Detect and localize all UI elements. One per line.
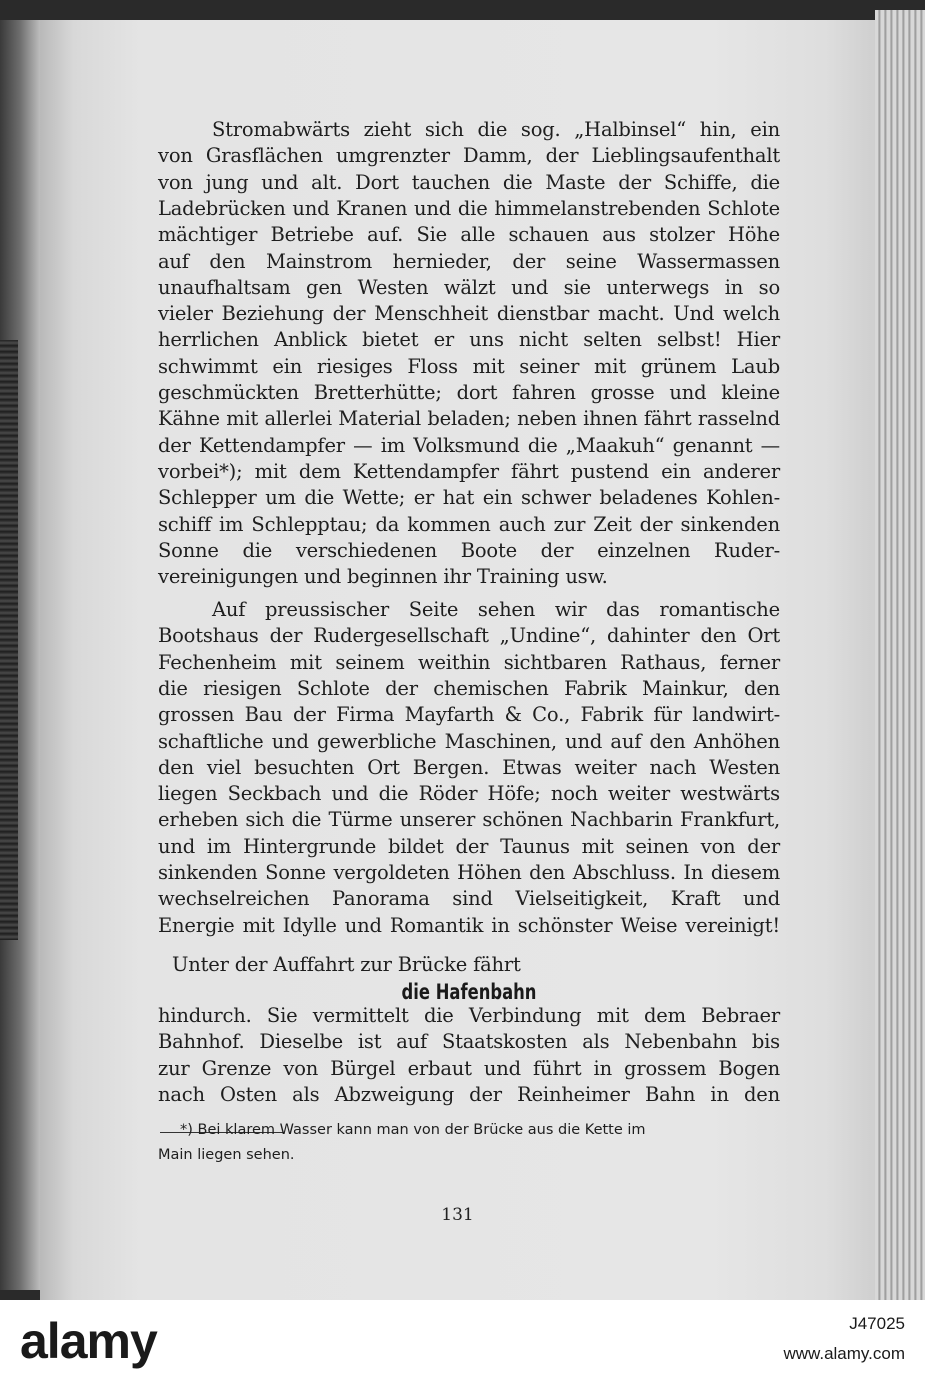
book-page (40, 20, 875, 1300)
text-line: schwimmt ein riesiges Floss mit seiner mit grünem Laub (158, 354, 780, 378)
text-line: liegen Seckbach und die Röder Höfe; noch weiter westwärts (158, 782, 780, 806)
text-line: schiff im Schlepptau; da kommen auch zur Zeit der sinkenden (158, 512, 780, 536)
page-number: 131 (441, 1205, 474, 1225)
footnote-line: Main liegen sehen. (158, 1147, 295, 1163)
text-line: von jung und alt. Dort tauchen die Maste der Schiffe, die (158, 170, 780, 194)
watermark-bar (0, 1300, 925, 1390)
text-line: Schlepper um die Wette; er hat ein schwer beladenes Kohlen- (158, 486, 780, 510)
intro-line: Unter der Auffahrt zur Brücke fährt (172, 953, 521, 976)
adjacent-page-edge (0, 340, 18, 940)
section-heading: die Hafenbahn (401, 980, 537, 1004)
text-line: herrlichen Anblick bietet er uns nicht selten selbst! Hier (158, 328, 780, 352)
text-line: den viel besuchten Ort Bergen. Etwas weiter nach Westen (158, 755, 780, 779)
text-line: Kähne mit allerlei Material beladen; neben ihnen fährt rasselnd (158, 407, 780, 431)
text-line: vieler Beziehung der Menschheit dienstbar macht. Und welch (158, 302, 780, 326)
text-line: geschmückten Bretterhütte; dort fahren grosse und kleine (158, 381, 780, 404)
text-line: vereinigungen und beginnen ihr Training usw. (158, 565, 608, 589)
footnote-line: *) Bei klarem Wasser kann man von der Brücke aus die Kette im (180, 1122, 646, 1138)
text-line: die riesigen Schlote der chemischen Fabrik Mainkur, den (158, 676, 780, 700)
text-line: schaftliche und gewerbliche Maschinen, und auf den Anhöhen (158, 729, 780, 753)
alamy-logo: alamy (20, 1313, 157, 1369)
text-line: von Grasflächen umgrenzter Damm, der Lieblingsaufenthalt (158, 144, 780, 168)
text-line: Auf preussischer Seite sehen wir das romantische (212, 598, 780, 621)
text-line: wechselreichen Panorama sind Vielseitigkeit, Kraft und (158, 887, 780, 911)
text-line: unaufhaltsam gen Westen wälzt und sie unterwegs in so (158, 275, 780, 299)
image-id: J47025 (849, 1314, 905, 1333)
text-line: zur Grenze von Bürgel erbaut und führt in grossem Bogen (158, 1056, 780, 1080)
text-line: Energie mit Idylle und Romantik in schönster Weise vereinigt! (158, 913, 780, 937)
text-line: grossen Bau der Firma Mayfarth & Co., Fabrik für landwirt- (158, 703, 780, 727)
text-line: Sonne die verschiedenen Boote der einzelnen Ruder- (158, 538, 780, 562)
top-shadow (0, 0, 925, 20)
text-line: Bootshaus der Rudergesellschaft „Undine“, dahinter den Ort (158, 624, 780, 648)
page-stack-edge (875, 10, 925, 1300)
text-line: Stromabwärts zieht sich die sog. „Halbinsel“ hin, ein (212, 118, 780, 141)
text-line: der Kettendampfer — im Volksmund die „Maakuh“ genannt — (158, 433, 780, 457)
text-line: hindurch. Sie vermittelt die Verbindung mit dem Bebraer (158, 1004, 780, 1027)
text-line: Ladebrücken und Kranen und die himmelanstrebenden Schlote (158, 196, 780, 220)
text-line: sinkenden Sonne vergoldeten Höhen den Abschluss. In diesem (158, 861, 780, 884)
text-line: mächtiger Betriebe auf. Sie alle schauen aus stolzer Höhe (158, 223, 780, 247)
text-line: Bahnhof. Dieselbe ist auf Staatskosten als Nebenbahn bis (158, 1030, 780, 1054)
alamy-url: www.alamy.com (783, 1344, 905, 1363)
text-line: vorbei*); mit dem Kettendampfer fährt pustend ein anderer (158, 459, 780, 483)
text-line: nach Osten als Abzweigung der Reinheimer Bahn in den (158, 1082, 780, 1106)
text-line: und im Hintergrunde bildet der Taunus mit seinen von der (158, 834, 780, 858)
text-line: erheben sich die Türme unserer schönen Nachbarin Frankfurt, (158, 808, 780, 832)
text-line: auf den Mainstrom hernieder, der seine Wassermassen (158, 249, 780, 273)
text-line: Fechenheim mit seinem weithin sichtbaren Rathaus, ferner (158, 650, 780, 674)
